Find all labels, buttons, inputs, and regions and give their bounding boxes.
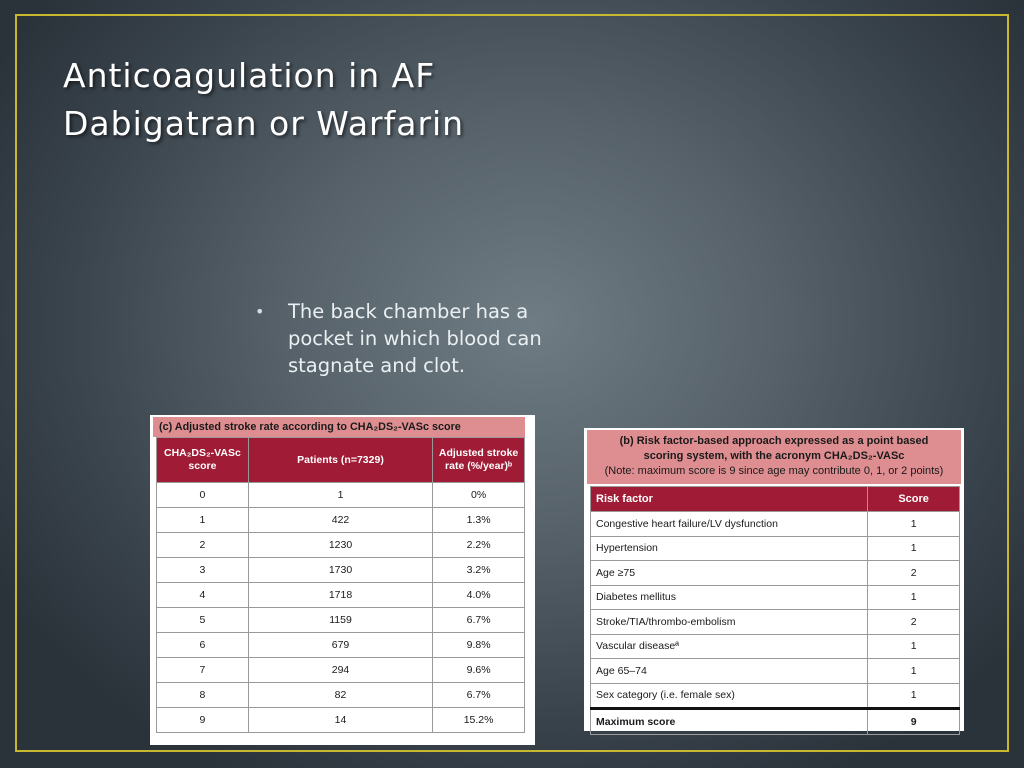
stroke-rate-cell: 6.7% — [433, 608, 525, 633]
stroke-rate-table — [156, 437, 525, 733]
stroke-rate-caption: (c) Adjusted stroke rate according to CHA₂DS₂-VASc score — [153, 417, 525, 437]
maximum-score-value: 9 — [868, 709, 960, 735]
risk-factor-caption — [587, 430, 961, 484]
score-cell: 2 — [868, 610, 960, 635]
bullet-item: • The back chamber has a pocket in which blood can stagnate and clot. — [255, 298, 565, 379]
bullet-list — [255, 298, 565, 379]
risk-factor-cell: Congestive heart failure/LV dysfunction — [591, 512, 868, 537]
table-row — [157, 633, 525, 658]
patients-cell: 1718 — [248, 583, 432, 608]
score-cell: 7 — [157, 658, 249, 683]
risk-factor-table-image — [584, 428, 964, 731]
risk-factor-caption-note: (Note: maximum score is 9 since age may contribute 0, 1, or 2 points) — [604, 465, 944, 477]
stroke-rate-cell: 1.3% — [433, 508, 525, 533]
score-cell: 1 — [868, 585, 960, 610]
patients-cell: 1 — [248, 483, 432, 508]
score-cell: 0 — [157, 483, 249, 508]
column-header-score: Score — [868, 487, 960, 512]
table-row — [591, 659, 960, 684]
score-cell: 1 — [868, 512, 960, 537]
patients-cell: 679 — [248, 633, 432, 658]
score-cell: 5 — [157, 608, 249, 633]
table-row — [591, 634, 960, 659]
table-row — [157, 683, 525, 708]
score-cell: 2 — [157, 533, 249, 558]
score-cell: 1 — [868, 634, 960, 659]
risk-factor-caption-line-2: scoring system, with the acronym CHA₂DS₂-VASc — [643, 450, 905, 462]
risk-factor-cell: Vascular diseaseª — [591, 634, 868, 659]
score-cell: 1 — [157, 508, 249, 533]
score-cell: 6 — [157, 633, 249, 658]
table-row — [157, 583, 525, 608]
stroke-rate-cell: 15.2% — [433, 708, 525, 733]
risk-factor-cell: Age ≥75 — [591, 561, 868, 586]
stroke-rate-table-body — [157, 483, 525, 733]
score-cell: 9 — [157, 708, 249, 733]
stroke-rate-cell: 2.2% — [433, 533, 525, 558]
risk-factor-table — [590, 486, 960, 735]
table-row — [157, 508, 525, 533]
table-row — [157, 558, 525, 583]
risk-factor-caption-line-1: (b) Risk factor-based approach expressed as a point based — [619, 435, 929, 447]
stroke-rate-cell: 3.2% — [433, 558, 525, 583]
column-header-stroke-rate: Adjusted stroke rate (%/year)ᵇ — [433, 438, 525, 483]
score-cell: 1 — [868, 683, 960, 709]
table-row — [591, 512, 960, 537]
table-row — [591, 585, 960, 610]
risk-factor-cell: Stroke/TIA/thrombo-embolism — [591, 610, 868, 635]
maximum-score-label: Maximum score — [591, 709, 868, 735]
stroke-rate-cell: 6.7% — [433, 683, 525, 708]
title-line-2: Dabigatran or Warfarin — [63, 104, 465, 143]
score-cell: 1 — [868, 536, 960, 561]
risk-factor-cell: Age 65–74 — [591, 659, 868, 684]
risk-factor-cell: Sex category (i.e. female sex) — [591, 683, 868, 709]
stroke-rate-cell: 4.0% — [433, 583, 525, 608]
patients-cell: 1230 — [248, 533, 432, 558]
table-row — [591, 561, 960, 586]
table-row — [591, 610, 960, 635]
table-row — [157, 533, 525, 558]
stroke-rate-table-image — [150, 415, 535, 745]
risk-factor-cell: Hypertension — [591, 536, 868, 561]
slide-title — [63, 52, 464, 148]
table-row — [157, 658, 525, 683]
patients-cell: 14 — [248, 708, 432, 733]
patients-cell: 422 — [248, 508, 432, 533]
patients-cell: 294 — [248, 658, 432, 683]
score-cell: 4 — [157, 583, 249, 608]
stroke-rate-cell: 9.8% — [433, 633, 525, 658]
column-header-score: CHA₂DS₂-VASc score — [157, 438, 249, 483]
column-header-patients: Patients (n=7329) — [248, 438, 432, 483]
score-cell: 3 — [157, 558, 249, 583]
risk-factor-cell: Diabetes mellitus — [591, 585, 868, 610]
patients-cell: 82 — [248, 683, 432, 708]
maximum-score-row — [591, 709, 960, 735]
score-cell: 1 — [868, 659, 960, 684]
patients-cell: 1159 — [248, 608, 432, 633]
stroke-rate-cell: 9.6% — [433, 658, 525, 683]
stroke-rate-cell: 0% — [433, 483, 525, 508]
table-row — [591, 536, 960, 561]
table-row — [157, 608, 525, 633]
table-row — [157, 483, 525, 508]
risk-factor-table-body — [591, 512, 960, 735]
table-row — [157, 708, 525, 733]
patients-cell: 1730 — [248, 558, 432, 583]
column-header-risk-factor: Risk factor — [591, 487, 868, 512]
score-cell: 2 — [868, 561, 960, 586]
score-cell: 8 — [157, 683, 249, 708]
title-line-1: Anticoagulation in AF — [63, 56, 436, 95]
table-row — [591, 683, 960, 709]
